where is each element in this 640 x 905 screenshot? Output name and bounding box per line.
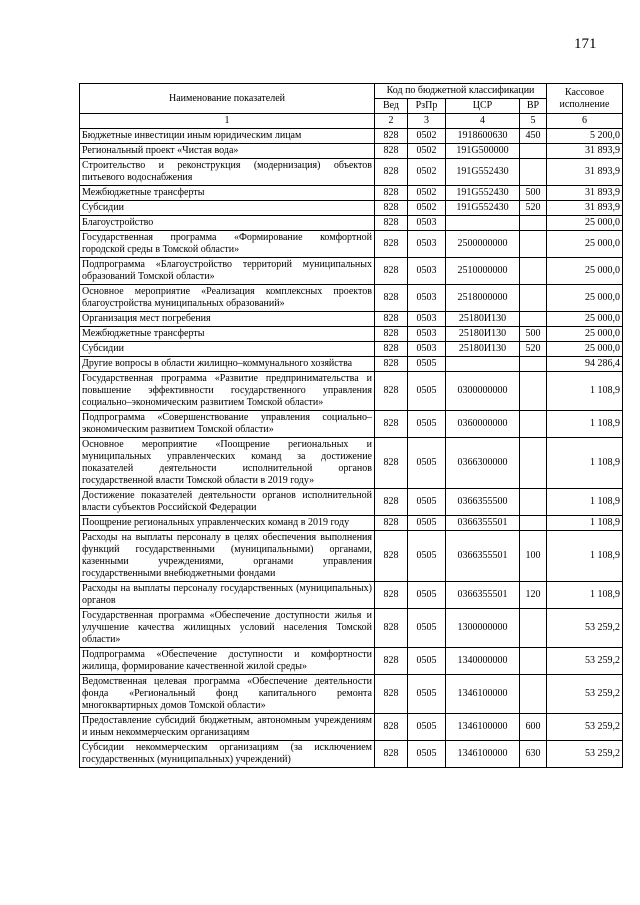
row-vr: 100 — [520, 531, 547, 582]
row-vr: 600 — [520, 714, 547, 741]
row-rzpr: 0503 — [408, 327, 446, 342]
row-ved: 828 — [375, 144, 408, 159]
row-amount: 1 108,9 — [547, 411, 623, 438]
row-csr: 0366355501 — [446, 531, 520, 582]
row-ved: 828 — [375, 582, 408, 609]
row-name: Расходы на выплаты персоналу государственных (муниципальных) органов — [80, 582, 375, 609]
header-ved: Вед — [375, 99, 408, 114]
row-amount: 25 000,0 — [547, 216, 623, 231]
row-rzpr: 0502 — [408, 159, 446, 186]
row-name: Бюджетные инвестиции иным юридическим лицам — [80, 129, 375, 144]
table-row — [80, 741, 623, 768]
row-name: Благоустройство — [80, 216, 375, 231]
table-row — [80, 231, 623, 258]
row-amount: 25 000,0 — [547, 258, 623, 285]
row-amount: 5 200,0 — [547, 129, 623, 144]
row-vr — [520, 144, 547, 159]
table-row — [80, 216, 623, 231]
row-rzpr: 0505 — [408, 372, 446, 411]
row-name: Расходы на выплаты персоналу в целях обеспечения выполнения функций государственными (муниципальными) органами, казенными учреждениями, органами управления государственными внебюджетными фондами — [80, 531, 375, 582]
row-ved: 828 — [375, 129, 408, 144]
row-csr: 1340000000 — [446, 648, 520, 675]
row-name: Ведомственная целевая программа «Обеспечение деятельности фонда «Региональный фонд капитального ремонта многоквартирных домов Томской области» — [80, 675, 375, 714]
row-amount: 53 259,2 — [547, 741, 623, 768]
row-rzpr: 0505 — [408, 438, 446, 489]
row-amount: 31 893,9 — [547, 159, 623, 186]
row-rzpr: 0505 — [408, 582, 446, 609]
row-name: Подпрограмма «Благоустройство территорий муниципальных образований Томской области» — [80, 258, 375, 285]
col-number: 2 — [375, 114, 408, 129]
row-rzpr: 0505 — [408, 675, 446, 714]
table-row — [80, 438, 623, 489]
row-ved: 828 — [375, 216, 408, 231]
row-vr: 630 — [520, 741, 547, 768]
row-rzpr: 0505 — [408, 411, 446, 438]
row-ved: 828 — [375, 231, 408, 258]
row-ved: 828 — [375, 411, 408, 438]
row-ved: 828 — [375, 516, 408, 531]
row-rzpr: 0505 — [408, 357, 446, 372]
row-amount: 1 108,9 — [547, 372, 623, 411]
row-name: Государственная программа «Обеспечение доступности жилья и улучшение качества жилищных условий населения Томской области» — [80, 609, 375, 648]
row-csr: 2518000000 — [446, 285, 520, 312]
row-amount: 25 000,0 — [547, 285, 623, 312]
row-csr: 0366355501 — [446, 516, 520, 531]
row-name: Подпрограмма «Совершенствование управления социально–экономическим развитием Томской области» — [80, 411, 375, 438]
row-ved: 828 — [375, 609, 408, 648]
row-csr — [446, 357, 520, 372]
row-csr: 25180И130 — [446, 327, 520, 342]
header-vr: ВР — [520, 99, 547, 114]
row-rzpr: 0505 — [408, 741, 446, 768]
header-rzpr: РзПр — [408, 99, 446, 114]
row-csr: 1346100000 — [446, 741, 520, 768]
row-vr — [520, 312, 547, 327]
col-number: 6 — [547, 114, 623, 129]
row-csr: 1300000000 — [446, 609, 520, 648]
row-amount: 31 893,9 — [547, 144, 623, 159]
row-csr: 191G552430 — [446, 186, 520, 201]
row-name: Межбюджетные трансферты — [80, 186, 375, 201]
row-vr — [520, 489, 547, 516]
row-name: Организация мест погребения — [80, 312, 375, 327]
row-name: Достижение показателей деятельности органов исполнительной власти субъектов Российской Федерации — [80, 489, 375, 516]
row-amount: 1 108,9 — [547, 582, 623, 609]
row-rzpr: 0505 — [408, 531, 446, 582]
row-csr: 0366300000 — [446, 438, 520, 489]
row-ved: 828 — [375, 258, 408, 285]
row-ved: 828 — [375, 342, 408, 357]
table-row — [80, 342, 623, 357]
table-row — [80, 186, 623, 201]
row-ved: 828 — [375, 438, 408, 489]
col-number: 4 — [446, 114, 520, 129]
row-rzpr: 0505 — [408, 516, 446, 531]
row-vr — [520, 216, 547, 231]
row-name: Подпрограмма «Обеспечение доступности и комфортности жилища, формирование качественной жилой среды» — [80, 648, 375, 675]
col-number: 1 — [80, 114, 375, 129]
row-vr: 500 — [520, 327, 547, 342]
header-name: Наименование показателей — [80, 84, 375, 114]
row-amount: 25 000,0 — [547, 342, 623, 357]
row-vr — [520, 648, 547, 675]
row-ved: 828 — [375, 201, 408, 216]
table-row — [80, 327, 623, 342]
table-row — [80, 159, 623, 186]
row-name: Государственная программа «Формирование комфортной городской среды в Томской области» — [80, 231, 375, 258]
row-vr — [520, 159, 547, 186]
table-row — [80, 411, 623, 438]
col-number: 3 — [408, 114, 446, 129]
row-amount: 1 108,9 — [547, 489, 623, 516]
row-csr: 2510000000 — [446, 258, 520, 285]
row-amount: 1 108,9 — [547, 516, 623, 531]
row-ved: 828 — [375, 648, 408, 675]
table-row — [80, 531, 623, 582]
table-row — [80, 675, 623, 714]
row-amount: 53 259,2 — [547, 609, 623, 648]
row-csr: 0360000000 — [446, 411, 520, 438]
row-name: Строительство и реконструкция (модернизация) объектов питьевого водоснабжения — [80, 159, 375, 186]
row-amount: 31 893,9 — [547, 186, 623, 201]
row-ved: 828 — [375, 312, 408, 327]
table-row — [80, 357, 623, 372]
row-amount: 53 259,2 — [547, 675, 623, 714]
row-csr: 1346100000 — [446, 714, 520, 741]
row-csr: 191G552430 — [446, 159, 520, 186]
row-vr — [520, 675, 547, 714]
row-name: Государственная программа «Развитие предпринимательства и повышение эффективности государственного управления социально–экономическим развитием Томской области» — [80, 372, 375, 411]
row-csr: 191G500000 — [446, 144, 520, 159]
row-vr — [520, 231, 547, 258]
row-ved: 828 — [375, 531, 408, 582]
table-row — [80, 372, 623, 411]
row-csr: 1346100000 — [446, 675, 520, 714]
table-row — [80, 714, 623, 741]
row-vr — [520, 258, 547, 285]
row-vr — [520, 516, 547, 531]
row-name: Субсидии — [80, 342, 375, 357]
table-row — [80, 489, 623, 516]
table-row — [80, 609, 623, 648]
row-amount: 25 000,0 — [547, 231, 623, 258]
table-row — [80, 258, 623, 285]
row-ved: 828 — [375, 714, 408, 741]
row-rzpr: 0505 — [408, 714, 446, 741]
row-ved: 828 — [375, 675, 408, 714]
row-vr — [520, 609, 547, 648]
row-amount: 53 259,2 — [547, 648, 623, 675]
row-ved: 828 — [375, 372, 408, 411]
row-name: Региональный проект «Чистая вода» — [80, 144, 375, 159]
row-name: Поощрение региональных управленческих команд в 2019 году — [80, 516, 375, 531]
row-rzpr: 0503 — [408, 258, 446, 285]
row-vr — [520, 411, 547, 438]
row-rzpr: 0502 — [408, 144, 446, 159]
row-rzpr: 0502 — [408, 186, 446, 201]
row-rzpr: 0502 — [408, 129, 446, 144]
row-ved: 828 — [375, 489, 408, 516]
row-csr: 2500000000 — [446, 231, 520, 258]
table-row — [80, 312, 623, 327]
row-rzpr: 0503 — [408, 312, 446, 327]
row-vr — [520, 438, 547, 489]
row-rzpr: 0502 — [408, 201, 446, 216]
table-row — [80, 516, 623, 531]
row-name: Основное мероприятие «Реализация комплексных проектов благоустройства муниципальных образований» — [80, 285, 375, 312]
table-body — [80, 129, 623, 768]
row-rzpr: 0503 — [408, 216, 446, 231]
row-vr: 520 — [520, 342, 547, 357]
row-csr: 25180И130 — [446, 312, 520, 327]
row-vr — [520, 357, 547, 372]
row-name: Субсидии — [80, 201, 375, 216]
row-csr: 1918600630 — [446, 129, 520, 144]
row-ved: 828 — [375, 285, 408, 312]
page-number: 171 — [574, 36, 597, 52]
row-amount: 53 259,2 — [547, 714, 623, 741]
row-ved: 828 — [375, 741, 408, 768]
col-number: 5 — [520, 114, 547, 129]
row-rzpr: 0503 — [408, 285, 446, 312]
row-ved: 828 — [375, 159, 408, 186]
row-vr: 450 — [520, 129, 547, 144]
row-amount: 25 000,0 — [547, 312, 623, 327]
row-csr — [446, 216, 520, 231]
budget-table — [79, 83, 623, 768]
table-row — [80, 201, 623, 216]
table-row — [80, 582, 623, 609]
row-csr: 0366355501 — [446, 582, 520, 609]
row-ved: 828 — [375, 186, 408, 201]
row-vr: 120 — [520, 582, 547, 609]
header-csr: ЦСР — [446, 99, 520, 114]
row-csr: 191G552430 — [446, 201, 520, 216]
row-rzpr: 0505 — [408, 648, 446, 675]
row-csr: 0300000000 — [446, 372, 520, 411]
row-amount: 25 000,0 — [547, 327, 623, 342]
row-amount: 94 286,4 — [547, 357, 623, 372]
row-amount: 31 893,9 — [547, 201, 623, 216]
table-row — [80, 129, 623, 144]
table-row — [80, 144, 623, 159]
row-ved: 828 — [375, 327, 408, 342]
row-amount: 1 108,9 — [547, 531, 623, 582]
row-rzpr: 0505 — [408, 489, 446, 516]
row-rzpr: 0505 — [408, 609, 446, 648]
row-ved: 828 — [375, 357, 408, 372]
row-amount: 1 108,9 — [547, 438, 623, 489]
row-vr — [520, 372, 547, 411]
row-name: Субсидии некоммерческим организациям (за исключением государственных (муниципальных) учреждений) — [80, 741, 375, 768]
row-csr: 0366355500 — [446, 489, 520, 516]
row-csr: 25180И130 — [446, 342, 520, 357]
table-row — [80, 648, 623, 675]
row-name: Другие вопросы в области жилищно–коммунального хозяйства — [80, 357, 375, 372]
row-vr — [520, 285, 547, 312]
header-amount: Кассовое исполнение — [547, 84, 623, 114]
row-name: Основное мероприятие «Поощрение региональных и муниципальных управленческих команд за достижение показателей деятельности исполнительной органов государственной власти Томской области в 2019 году» — [80, 438, 375, 489]
header-code-group: Код по бюджетной классификации — [375, 84, 547, 99]
row-vr: 520 — [520, 201, 547, 216]
row-rzpr: 0503 — [408, 231, 446, 258]
row-rzpr: 0503 — [408, 342, 446, 357]
table-row — [80, 285, 623, 312]
row-vr: 500 — [520, 186, 547, 201]
row-name: Предоставление субсидий бюджетным, автономным учреждениям и иным некоммерческим организациям — [80, 714, 375, 741]
row-name: Межбюджетные трансферты — [80, 327, 375, 342]
